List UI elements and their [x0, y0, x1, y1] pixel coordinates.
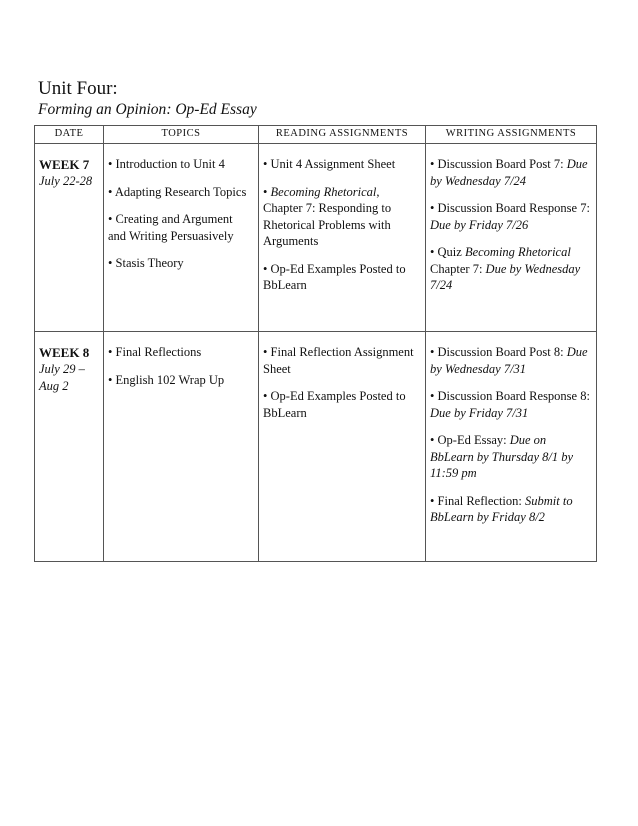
writing-item — [430, 244, 591, 294]
week-dates: July 29 – Aug 2 — [39, 362, 85, 393]
header-reading: READING ASSIGNMENTS — [259, 126, 426, 144]
reading-cell — [259, 332, 426, 562]
header-topics: TOPICS — [104, 126, 259, 144]
assignment-name: Quiz — [437, 245, 465, 259]
header-writing: WRITING ASSIGNMENTS — [426, 126, 597, 144]
writing-cell — [426, 332, 597, 562]
due-date: Due by Wednesday 7/31 — [430, 345, 588, 376]
reading-cell — [259, 144, 426, 332]
topics-cell — [104, 332, 259, 562]
table-row-week-8 — [35, 332, 597, 562]
due-date: Due by Wednesday 7/24 — [430, 157, 588, 188]
writing-item — [430, 432, 591, 482]
topic-item: • Adapting Research Topics — [108, 184, 253, 201]
assignment-detail: Chapter 7: — [430, 261, 486, 276]
unit-heading — [38, 78, 257, 120]
week-label: WEEK 7 — [39, 157, 90, 172]
writing-item — [430, 200, 591, 233]
date-cell — [35, 144, 104, 332]
topic-item: • Final Reflections — [108, 344, 253, 361]
subtitle-part-a: Forming an Opinion — [38, 101, 167, 118]
subtitle-separator: : — [166, 101, 176, 118]
reading-item: • Unit 4 Assignment Sheet — [263, 156, 420, 173]
due-date: Submit to BbLearn by Friday 8/2 — [430, 493, 573, 524]
book-title: Becoming Rhetorical — [464, 245, 571, 259]
assignment-name: Discussion Board Response 7: — [437, 201, 590, 215]
table-row-week-7 — [35, 144, 597, 332]
book-title: Becoming Rhetorical — [270, 184, 377, 199]
unit-subtitle — [38, 100, 257, 120]
due-date: Due by Friday 7/31 — [430, 405, 529, 420]
reading-item: • Final Reflection Assignment Sheet — [263, 344, 420, 377]
topic-item: • Introduction to Unit 4 — [108, 156, 253, 173]
writing-item — [430, 344, 591, 377]
reading-item — [263, 184, 420, 250]
due-date: Due by Friday 7/26 — [430, 217, 529, 232]
assignment-name: Discussion Board Post 7: — [437, 157, 567, 171]
unit-title: Unit Four: — [38, 78, 118, 99]
week-label: WEEK 8 — [39, 345, 90, 360]
schedule-table — [34, 125, 597, 562]
writing-cell — [426, 144, 597, 332]
reading-text: , Chapter 7: Responding to Rhetorical Problems with Arguments — [263, 184, 392, 248]
reading-item: • Op-Ed Examples Posted to BbLearn — [263, 388, 420, 421]
week-dates: July 22-28 — [39, 174, 93, 188]
subtitle-part-b: Op-Ed Essay — [175, 101, 257, 118]
assignment-name: Discussion Board Response 8: — [437, 389, 590, 403]
writing-item — [430, 493, 591, 526]
reading-item: • Op-Ed Examples Posted to BbLearn — [263, 261, 420, 294]
date-cell — [35, 332, 104, 562]
topic-item: • English 102 Wrap Up — [108, 372, 253, 389]
assignment-name: Op-Ed Essay: — [437, 433, 510, 447]
assignment-name: Final Reflection: — [437, 493, 525, 508]
header-date: DATE — [35, 126, 104, 144]
due-date: Due by Wednesday 7/24 — [430, 261, 581, 292]
writing-item — [430, 156, 591, 189]
topics-cell — [104, 144, 259, 332]
topic-item: • Creating and Argument and Writing Persuasively — [108, 211, 253, 244]
topic-item: • Stasis Theory — [108, 255, 253, 272]
assignment-name: Discussion Board Post 8: — [437, 345, 567, 359]
due-date: Due on BbLearn by Thursday 8/1 by 11:59 pm — [430, 433, 574, 480]
header-row — [35, 126, 597, 144]
writing-item — [430, 388, 591, 421]
